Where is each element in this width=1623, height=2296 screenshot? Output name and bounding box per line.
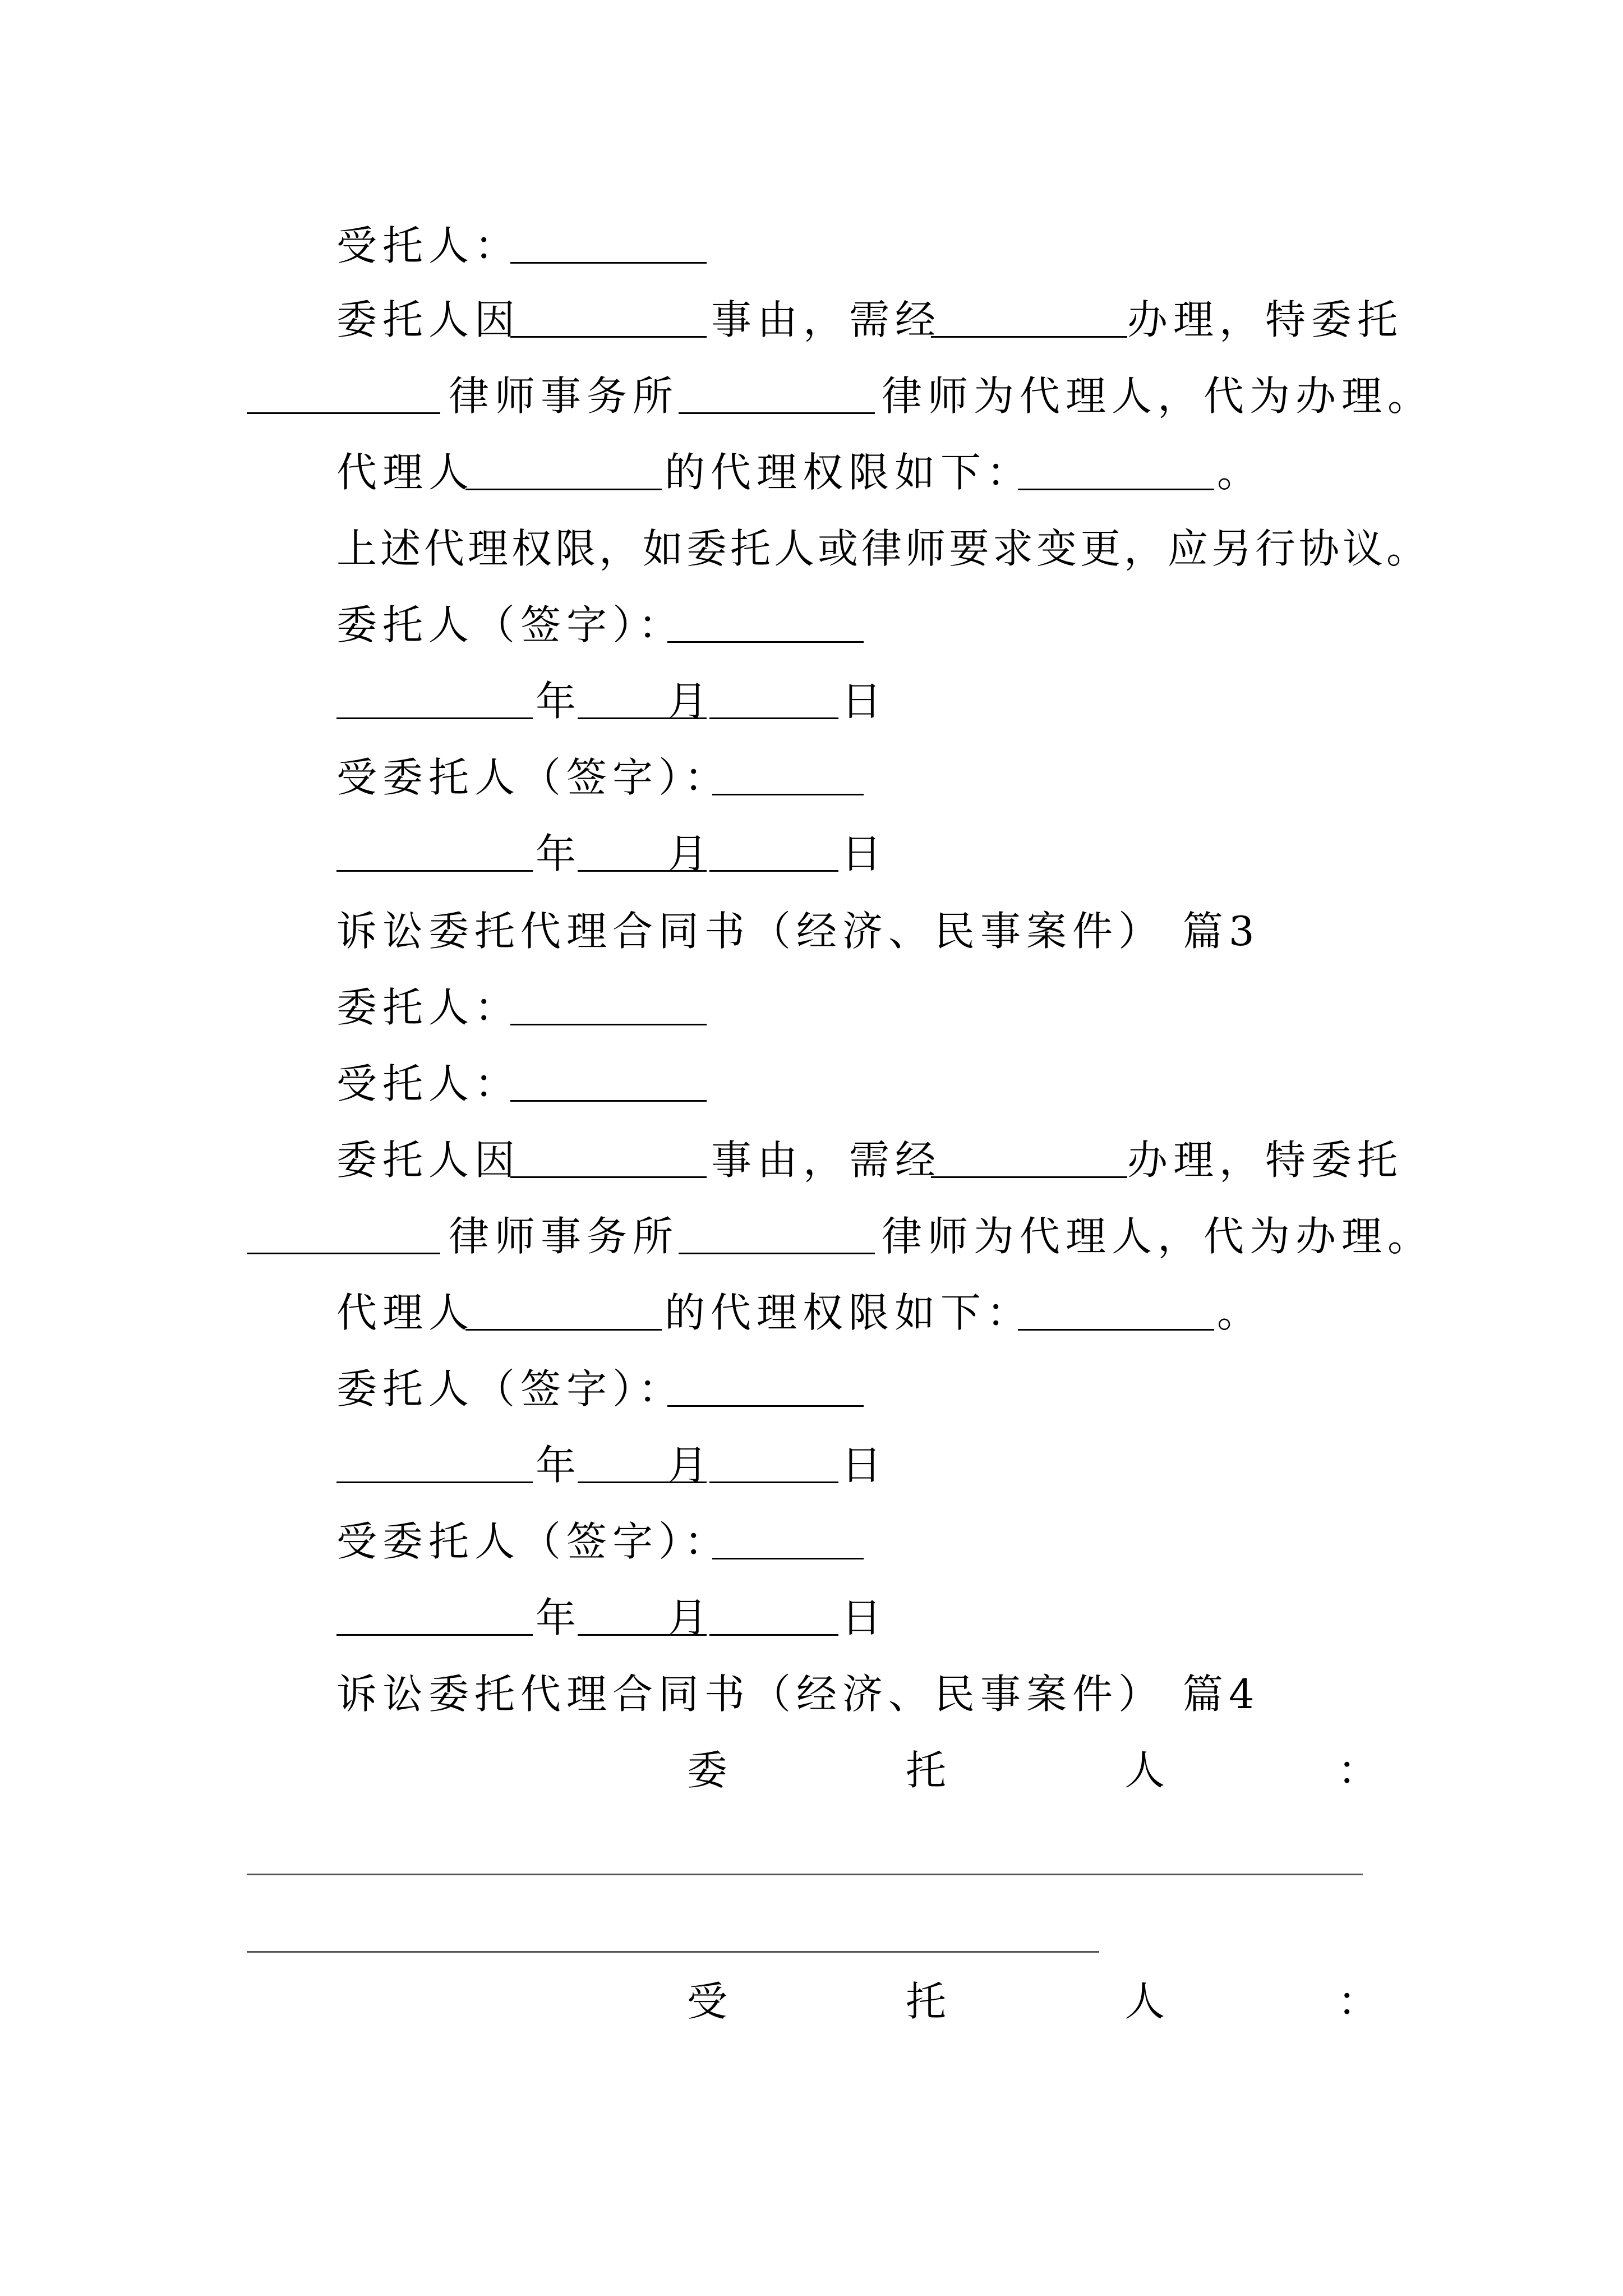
principal-blank [510, 969, 707, 1025]
law-firm-line [0, 368, 1623, 424]
spread-char: 人 [1124, 1747, 1165, 1794]
principal-sign-blank [667, 587, 864, 643]
year-blank [336, 1427, 533, 1483]
section-heading-4 [0, 1666, 1623, 1722]
day-text: 日 [841, 1442, 888, 1489]
reason-blank [510, 282, 707, 338]
agent-sign-blank [712, 1503, 864, 1559]
principal-sign-line-2 [0, 1361, 1623, 1417]
authority-line [0, 444, 1623, 500]
law-firm-line-2 [0, 1208, 1623, 1264]
section-heading-4-text: 诉讼委托代理合同书（经济、民事案件） 篇4 [336, 1671, 1260, 1718]
spread-char: 托 [906, 1978, 947, 2025]
lawyer-blank [679, 1198, 875, 1254]
authority-period: 。 [1217, 449, 1264, 496]
principal-label: 委托人： [336, 984, 521, 1031]
principal-line [0, 979, 1623, 1036]
authority-blank [1018, 434, 1214, 490]
section-heading-3-text: 诉讼委托代理合同书（经济、民事案件） 篇3 [336, 908, 1260, 955]
year-blank [336, 663, 533, 719]
agent-text: 代理人 [336, 449, 475, 496]
agent-text: 代理人 [336, 1289, 475, 1336]
reason-line-2 [0, 1132, 1623, 1188]
year-text: 年 [536, 678, 582, 725]
principal-blank-long [247, 1874, 1363, 1875]
month-text: 月 [667, 1594, 714, 1641]
trustee-spread-line [0, 1973, 1623, 2030]
lawyer-text: 律师为代理人，代为办理。 [882, 372, 1434, 420]
date-line-3 [0, 1437, 1623, 1493]
spread-char: ： [1338, 1747, 1378, 1794]
change-clause-line [0, 521, 1623, 577]
lawyer-blank [679, 358, 875, 414]
month-text: 月 [667, 1442, 714, 1489]
day-text: 日 [841, 830, 888, 877]
reason-line [0, 292, 1623, 348]
spread-char: 人 [1124, 1978, 1165, 2025]
year-text: 年 [536, 830, 582, 877]
principal-blank-short [247, 1951, 1099, 1953]
trustee-line [0, 218, 1623, 274]
reason-blank [510, 1122, 707, 1178]
agent-sign-blank [712, 739, 864, 795]
via-blank [931, 282, 1127, 338]
trustee-label-2: 受托人： [336, 1060, 521, 1107]
month-text: 月 [667, 678, 714, 725]
law-firm-text: 律师事务所 [449, 372, 679, 420]
law-firm-blank [247, 358, 440, 414]
year-blank [336, 816, 533, 872]
authority-line-2 [0, 1285, 1623, 1341]
month-text: 月 [667, 830, 714, 877]
day-blank [709, 1427, 838, 1483]
reason-text-2: 事由，需经 [711, 296, 942, 343]
reason-text-3: 办理，特委托 [1127, 1137, 1404, 1184]
date-line-4 [0, 1590, 1623, 1646]
day-text: 日 [841, 1594, 888, 1641]
year-text: 年 [536, 1442, 582, 1489]
year-text: 年 [536, 1594, 582, 1641]
spread-char: 委 [687, 1747, 728, 1794]
reason-text-2: 事由，需经 [711, 1137, 942, 1184]
law-firm-text: 律师事务所 [449, 1213, 679, 1260]
principal-sign-blank [667, 1351, 864, 1407]
via-blank [931, 1122, 1127, 1178]
authority-blank [1018, 1274, 1214, 1331]
agent-sign-label: 受委托人（签字）： [336, 1518, 731, 1565]
spread-char: ： [1338, 1978, 1378, 2025]
principal-sign-label: 委托人（签字）： [336, 601, 685, 648]
agent-sign-line [0, 749, 1623, 806]
trustee-blank-2 [510, 1046, 707, 1102]
principal-spread-line [0, 1742, 1623, 1798]
authority-text: 的代理权限如下： [665, 449, 1033, 496]
agent-sign-label: 受委托人（签字）： [336, 754, 731, 801]
authority-text: 的代理权限如下： [665, 1289, 1033, 1336]
principal-sign-label: 委托人（签字）： [336, 1365, 685, 1412]
trustee-blank [510, 208, 707, 264]
date-line-2 [0, 826, 1623, 882]
trustee-label: 受托人： [336, 222, 521, 269]
agent-blank [465, 1274, 662, 1331]
reason-text-1: 委托人因 [336, 296, 521, 343]
spread-char: 托 [906, 1747, 947, 1794]
law-firm-blank [247, 1198, 440, 1254]
lawyer-text: 律师为代理人，代为办理。 [882, 1213, 1434, 1260]
trustee-line-2 [0, 1056, 1623, 1112]
day-blank [709, 1580, 838, 1636]
spread-char: 受 [687, 1978, 728, 2025]
date-line-1 [0, 673, 1623, 729]
principal-sign-line [0, 597, 1623, 653]
agent-sign-line-2 [0, 1513, 1623, 1570]
section-heading-3 [0, 903, 1623, 959]
reason-text-3: 办理，特委托 [1127, 296, 1404, 343]
day-blank [709, 663, 838, 719]
reason-text-1: 委托人因 [336, 1137, 521, 1184]
authority-period: 。 [1217, 1289, 1264, 1336]
agent-blank [465, 434, 662, 490]
change-clause-text: 上述代理权限，如委托人或律师要求变更，应另行协议。 [336, 525, 1431, 572]
year-blank [336, 1580, 533, 1636]
day-text: 日 [841, 678, 888, 725]
day-blank [709, 816, 838, 872]
